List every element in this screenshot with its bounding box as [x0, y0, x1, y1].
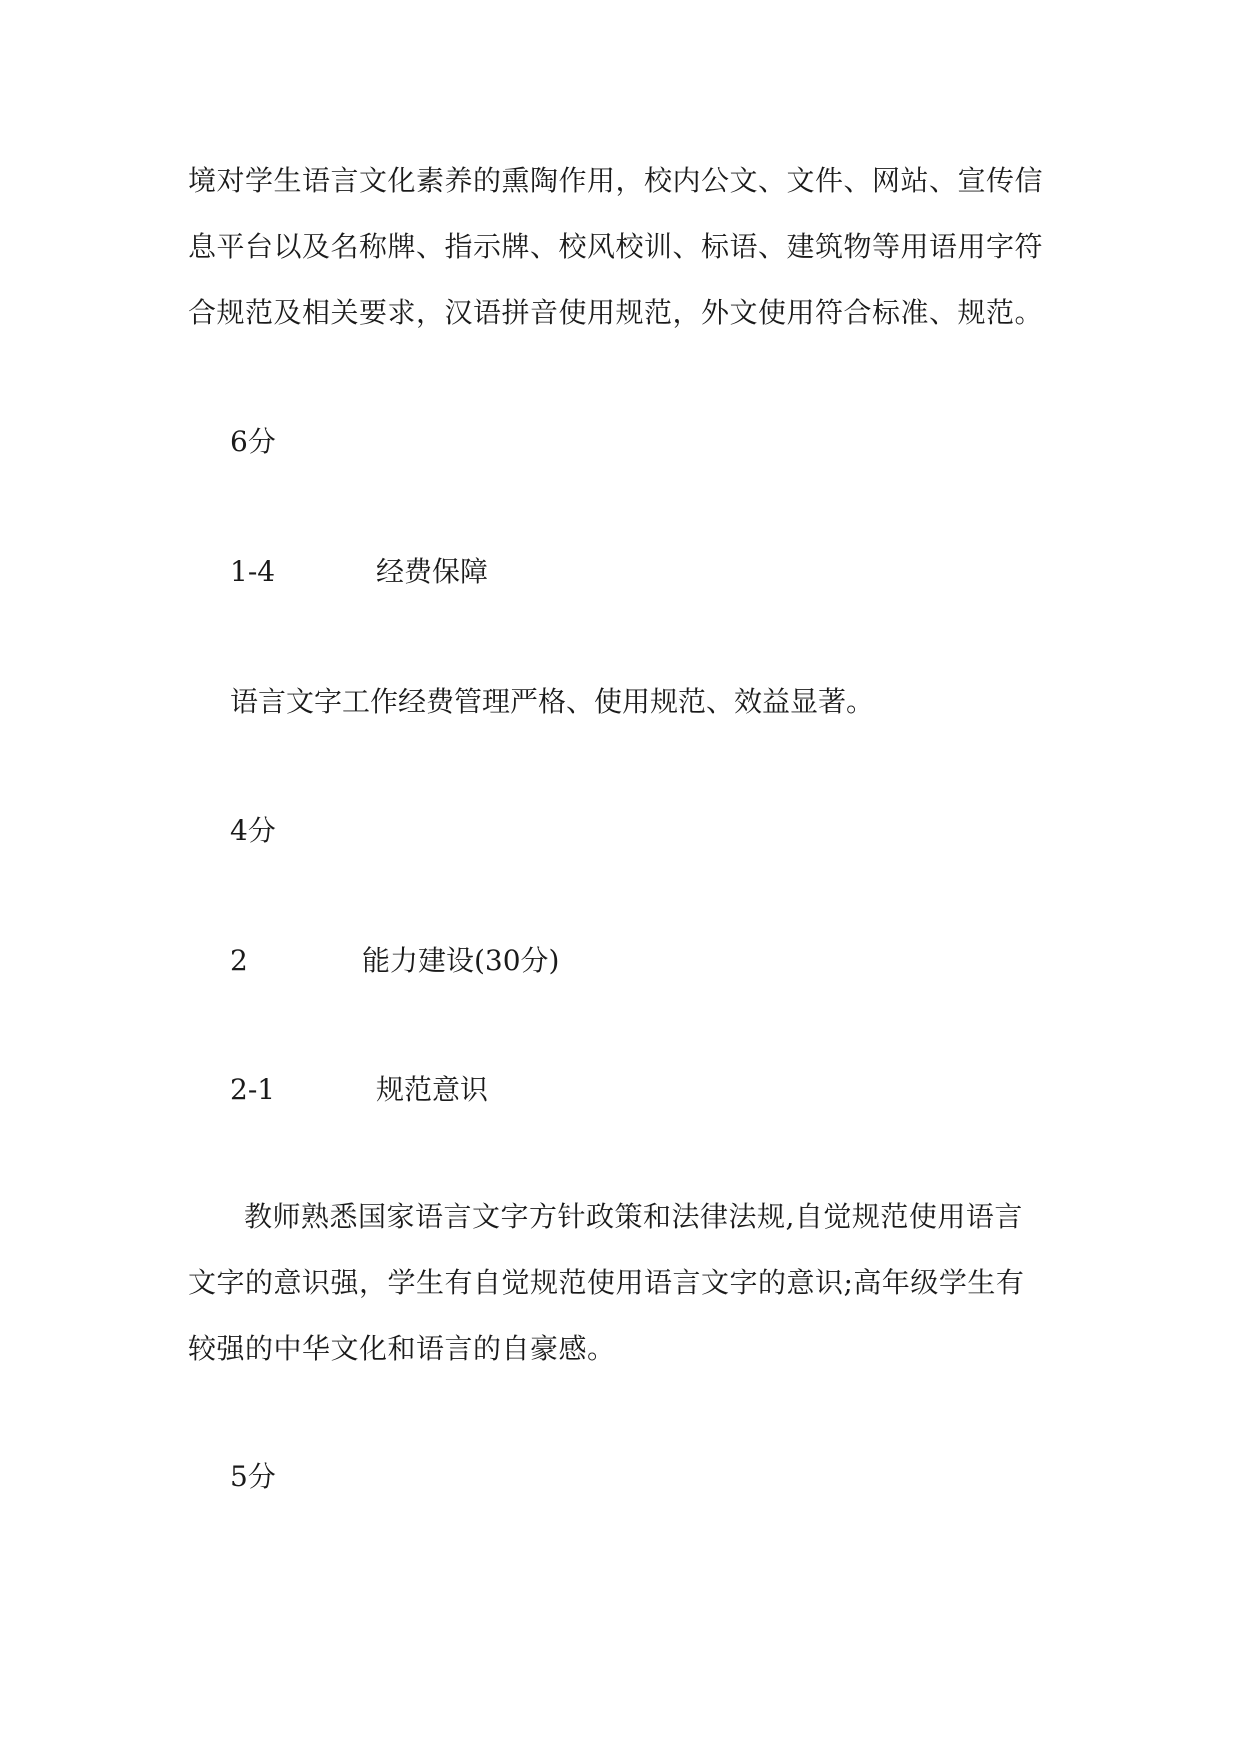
- item-number: 2-1: [230, 1073, 276, 1106]
- paragraph-environment: [188, 148, 1058, 346]
- paragraph-line: 文字的意识强，学生有自觉规范使用语言文字的意识;高年级学生有: [188, 1266, 1025, 1299]
- item-number: 2: [230, 944, 248, 977]
- paragraph-line: 较强的中华文化和语言的自豪感。: [188, 1332, 616, 1365]
- item-title: 规范意识: [376, 1073, 489, 1106]
- score-text: 5分: [230, 1460, 276, 1493]
- score-text: 4分: [230, 814, 276, 847]
- score-text: 6分: [230, 425, 276, 458]
- item-title: 能力建设(30分): [362, 944, 560, 977]
- paragraph-line: 合规范及相关要求，汉语拼音使用规范，外文使用符合标准、规范。: [188, 296, 1044, 329]
- item-number: 1-4: [230, 555, 276, 588]
- paragraph-line: 教师熟悉国家语言文字方针政策和法律法规,自觉规范使用语言: [244, 1200, 1023, 1233]
- item-description: 语言文字工作经费管理严格、使用规范、效益显著。: [230, 685, 875, 718]
- paragraph-line: 境对学生语言文化素养的熏陶作用，校内公文、文件、网站、宣传信: [188, 164, 1044, 197]
- item-title: 经费保障: [376, 555, 489, 588]
- paragraph-awareness: [188, 1184, 1058, 1382]
- paragraph-line: 息平台以及名称牌、指示牌、校风校训、标语、建筑物等用语用字符: [188, 230, 1044, 263]
